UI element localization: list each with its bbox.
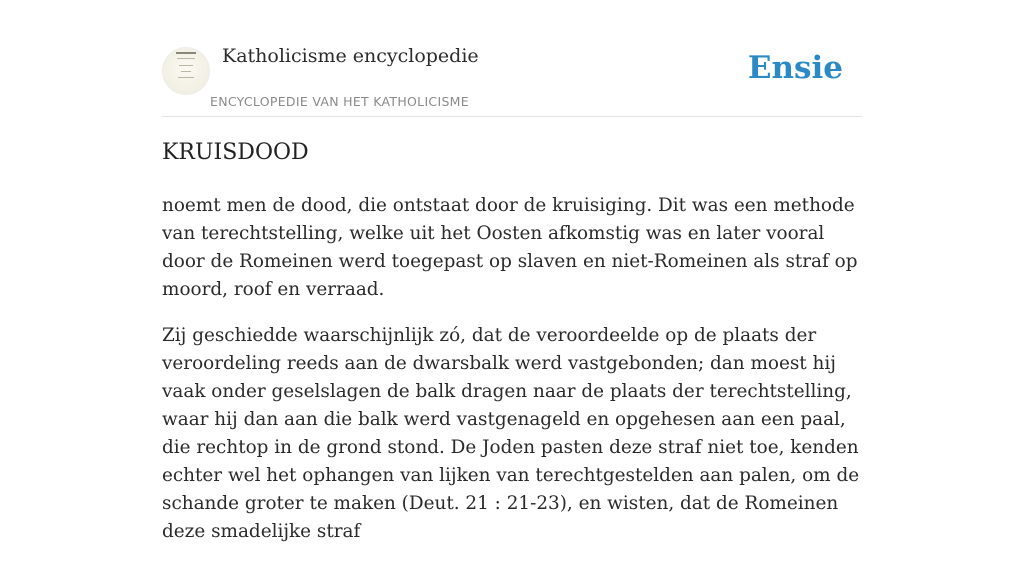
site-subtitle: ENCYCLOPEDIE VAN HET KATHOLICISME — [210, 94, 469, 109]
site-header — [162, 0, 862, 117]
ensie-logo[interactable]: Ensie — [747, 50, 843, 86]
site-title[interactable]: Katholicisme encyclopedie — [222, 45, 479, 67]
book-cover-icon[interactable] — [162, 47, 210, 95]
article-paragraph: noemt men de dood, die ontstaat door de kruisiging. Dit was een methode van terechtstelling, welke uit het Oosten afkomstig was en later vooral door de Romeinen werd toegepast op slaven en niet-Romeinen als straf op moord, roof en verraad. — [162, 195, 858, 300]
article-body — [162, 192, 862, 564]
page — [162, 0, 862, 542]
article-paragraph: Zij geschiedde waarschijnlijk zó, dat de veroordeelde op de plaats der veroordeling reeds aan de dwarsbalk werd vastgebonden; dan moest hij vaak onder geselslagen de balk dragen naar de plaats der terechtstelling, waar hij dan aan die balk werd vastgenageld en opgehesen aan een paal, die rechtop in de grond stond. De Joden pasten deze straf niet toe, kenden echter wel het ophangen van lijken van terechtgestelden aan palen, om de schande groter te maken (Deut. 21 : 21-23), en wisten, dat de Romeinen deze smadelijke straf — [162, 325, 860, 542]
article-title: KRUISDOOD — [162, 140, 309, 165]
